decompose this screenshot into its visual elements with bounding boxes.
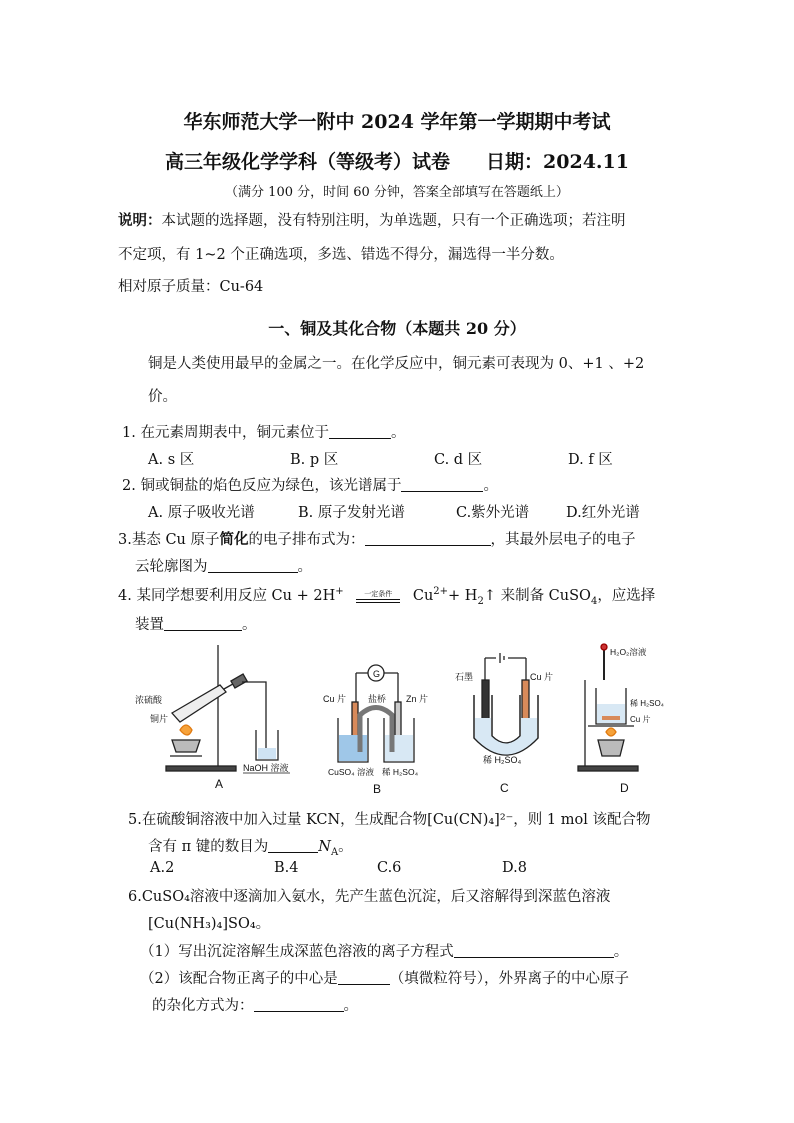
apparatus-figures <box>130 640 690 800</box>
answer-blank <box>268 838 318 853</box>
apparatus-a <box>166 645 278 771</box>
question-6-part2: （2）该配合物正离子的中心是 （填微粒符号），外界离子的中心原子 <box>140 971 629 987</box>
answer-blank <box>254 997 344 1012</box>
label-h2o2: H₂O₂溶液 <box>610 647 647 657</box>
label-b: B <box>373 782 382 796</box>
question-5: 5.在硫酸铜溶液中加入过量 KCN，生成配合物[Cu(CN)₄]²⁻，则 1 mol 该配合物 <box>128 812 651 828</box>
q1-option-c: C. d 区 <box>434 452 483 468</box>
section-intro-line1: 铜是人类使用最早的金属之一。在化学反应中，铜元素可表现为 0、+1 、+2 <box>148 356 645 372</box>
answer-blank <box>454 943 614 958</box>
instructions-line2: 不定项，有 1~2 个正确选项，多选、错选不得分，漏选得一半分数。 <box>118 247 564 263</box>
label-c: C <box>500 781 509 795</box>
exam-subtitle <box>0 147 794 174</box>
reaction-condition-arrow: 一定条件 <box>356 590 400 603</box>
section-title: 一、铜及其化合物（本题共 20 分） <box>268 319 526 338</box>
apparatus-c <box>474 653 538 755</box>
section-intro-line2: 价。 <box>148 389 177 405</box>
q5-option-a: A.2 <box>150 860 175 876</box>
question-4-line2: 装置 。 <box>135 617 257 633</box>
question-6: 6.CuSO₄溶液中逐滴加入氨水，先产生蓝色沉淀，后又溶解得到深蓝色溶液 <box>128 889 611 905</box>
q5-option-b: B.4 <box>274 860 299 876</box>
atomic-mass: 相对原子质量：Cu-64 <box>118 279 264 295</box>
answer-blank <box>164 616 242 631</box>
subject-title: 高三年级化学学科（等级考）试卷 <box>165 151 451 173</box>
question-1: 1. 在元素周期表中，铜元素位于 。 <box>122 425 406 441</box>
question-2: 2. 铜或铜盐的焰色反应为绿色，该光谱属于 。 <box>122 478 498 494</box>
label-cu-sheet-a: 铜片 <box>150 714 169 724</box>
q2-option-a: A. 原子吸收光谱 <box>148 505 255 521</box>
label-d: D <box>620 781 629 795</box>
q2-option-b: B. 原子发射光谱 <box>298 505 405 521</box>
q5-option-c: C.6 <box>377 860 402 876</box>
instructions-line1: 说明：本试题的选择题，没有特别注明，为单选题，只有一个正确选项；若注明 <box>118 212 626 229</box>
question-6-part2-line2: 的杂化方式为： 。 <box>152 998 358 1014</box>
label-graphite: 石墨 <box>455 672 474 682</box>
question-6-line2: [Cu(NH₃)₄]SO₄。 <box>148 916 271 932</box>
label-cu-sheet-d: Cu 片 <box>630 715 651 724</box>
answer-blank <box>401 477 483 492</box>
exam-note: （满分 100 分，时间 60 分钟，答案全部填写在答题纸上） <box>225 185 569 200</box>
question-5-line2: 含有 π 键的数目为 $N_A$。 <box>148 839 353 858</box>
q1-option-d: D. f 区 <box>568 452 613 468</box>
question-3: 3.基态 Cu 原子简化的电子排布式为： ，其最外层电子的电子 <box>118 531 636 548</box>
label-cu-sheet-c: Cu 片 <box>530 672 554 682</box>
question-6-part1: （1）写出沉淀溶解生成深蓝色溶液的离子方程式 。 <box>140 944 629 960</box>
label-a: A <box>215 777 224 791</box>
label-dilute-h2so4-c: 稀 H₂SO₄ <box>483 755 522 765</box>
apparatus-d <box>578 644 638 771</box>
answer-blank <box>329 424 391 439</box>
exam-title: 华东师范大学一附中 2024 学年第一学期期中考试 <box>183 111 611 133</box>
label-cuso4: CuSO₄ 溶液 <box>328 767 374 777</box>
label-galvanometer: G <box>373 669 381 679</box>
q2-option-d: D.红外光谱 <box>566 505 640 521</box>
label-conc-h2so4: 浓硫酸 <box>135 695 163 705</box>
label-naoh: NaOH 溶液 <box>243 763 289 773</box>
exam-date: 日期：2024.11 <box>486 151 629 173</box>
label-dilute-h2so4-b: 稀 H₂SO₄ <box>382 767 419 777</box>
q1-option-a: A. s 区 <box>148 452 195 468</box>
label-zn-sheet: Zn 片 <box>406 694 429 704</box>
question-3-line2: 云轮廓图为 。 <box>135 559 312 575</box>
apparatus-b <box>338 665 414 762</box>
answer-blank <box>365 531 491 546</box>
q1-option-b: B. p 区 <box>290 452 339 468</box>
question-4: 4. 某同学想要利用反应 Cu + 2H+ 一定条件 $Cu^{2+}+$ $H_2↑$ 来制备 CuSO$_4$，应选择 <box>118 586 656 607</box>
label-dilute-h2so4-d: 稀 H₂SO₄ <box>630 699 664 708</box>
answer-blank <box>338 970 390 985</box>
label-salt-bridge: 盐桥 <box>368 694 387 704</box>
q5-option-d: D.8 <box>502 860 527 876</box>
q2-option-c: C.紫外光谱 <box>456 505 530 521</box>
answer-blank <box>208 558 298 573</box>
label-cu-sheet-b: Cu 片 <box>323 694 347 704</box>
